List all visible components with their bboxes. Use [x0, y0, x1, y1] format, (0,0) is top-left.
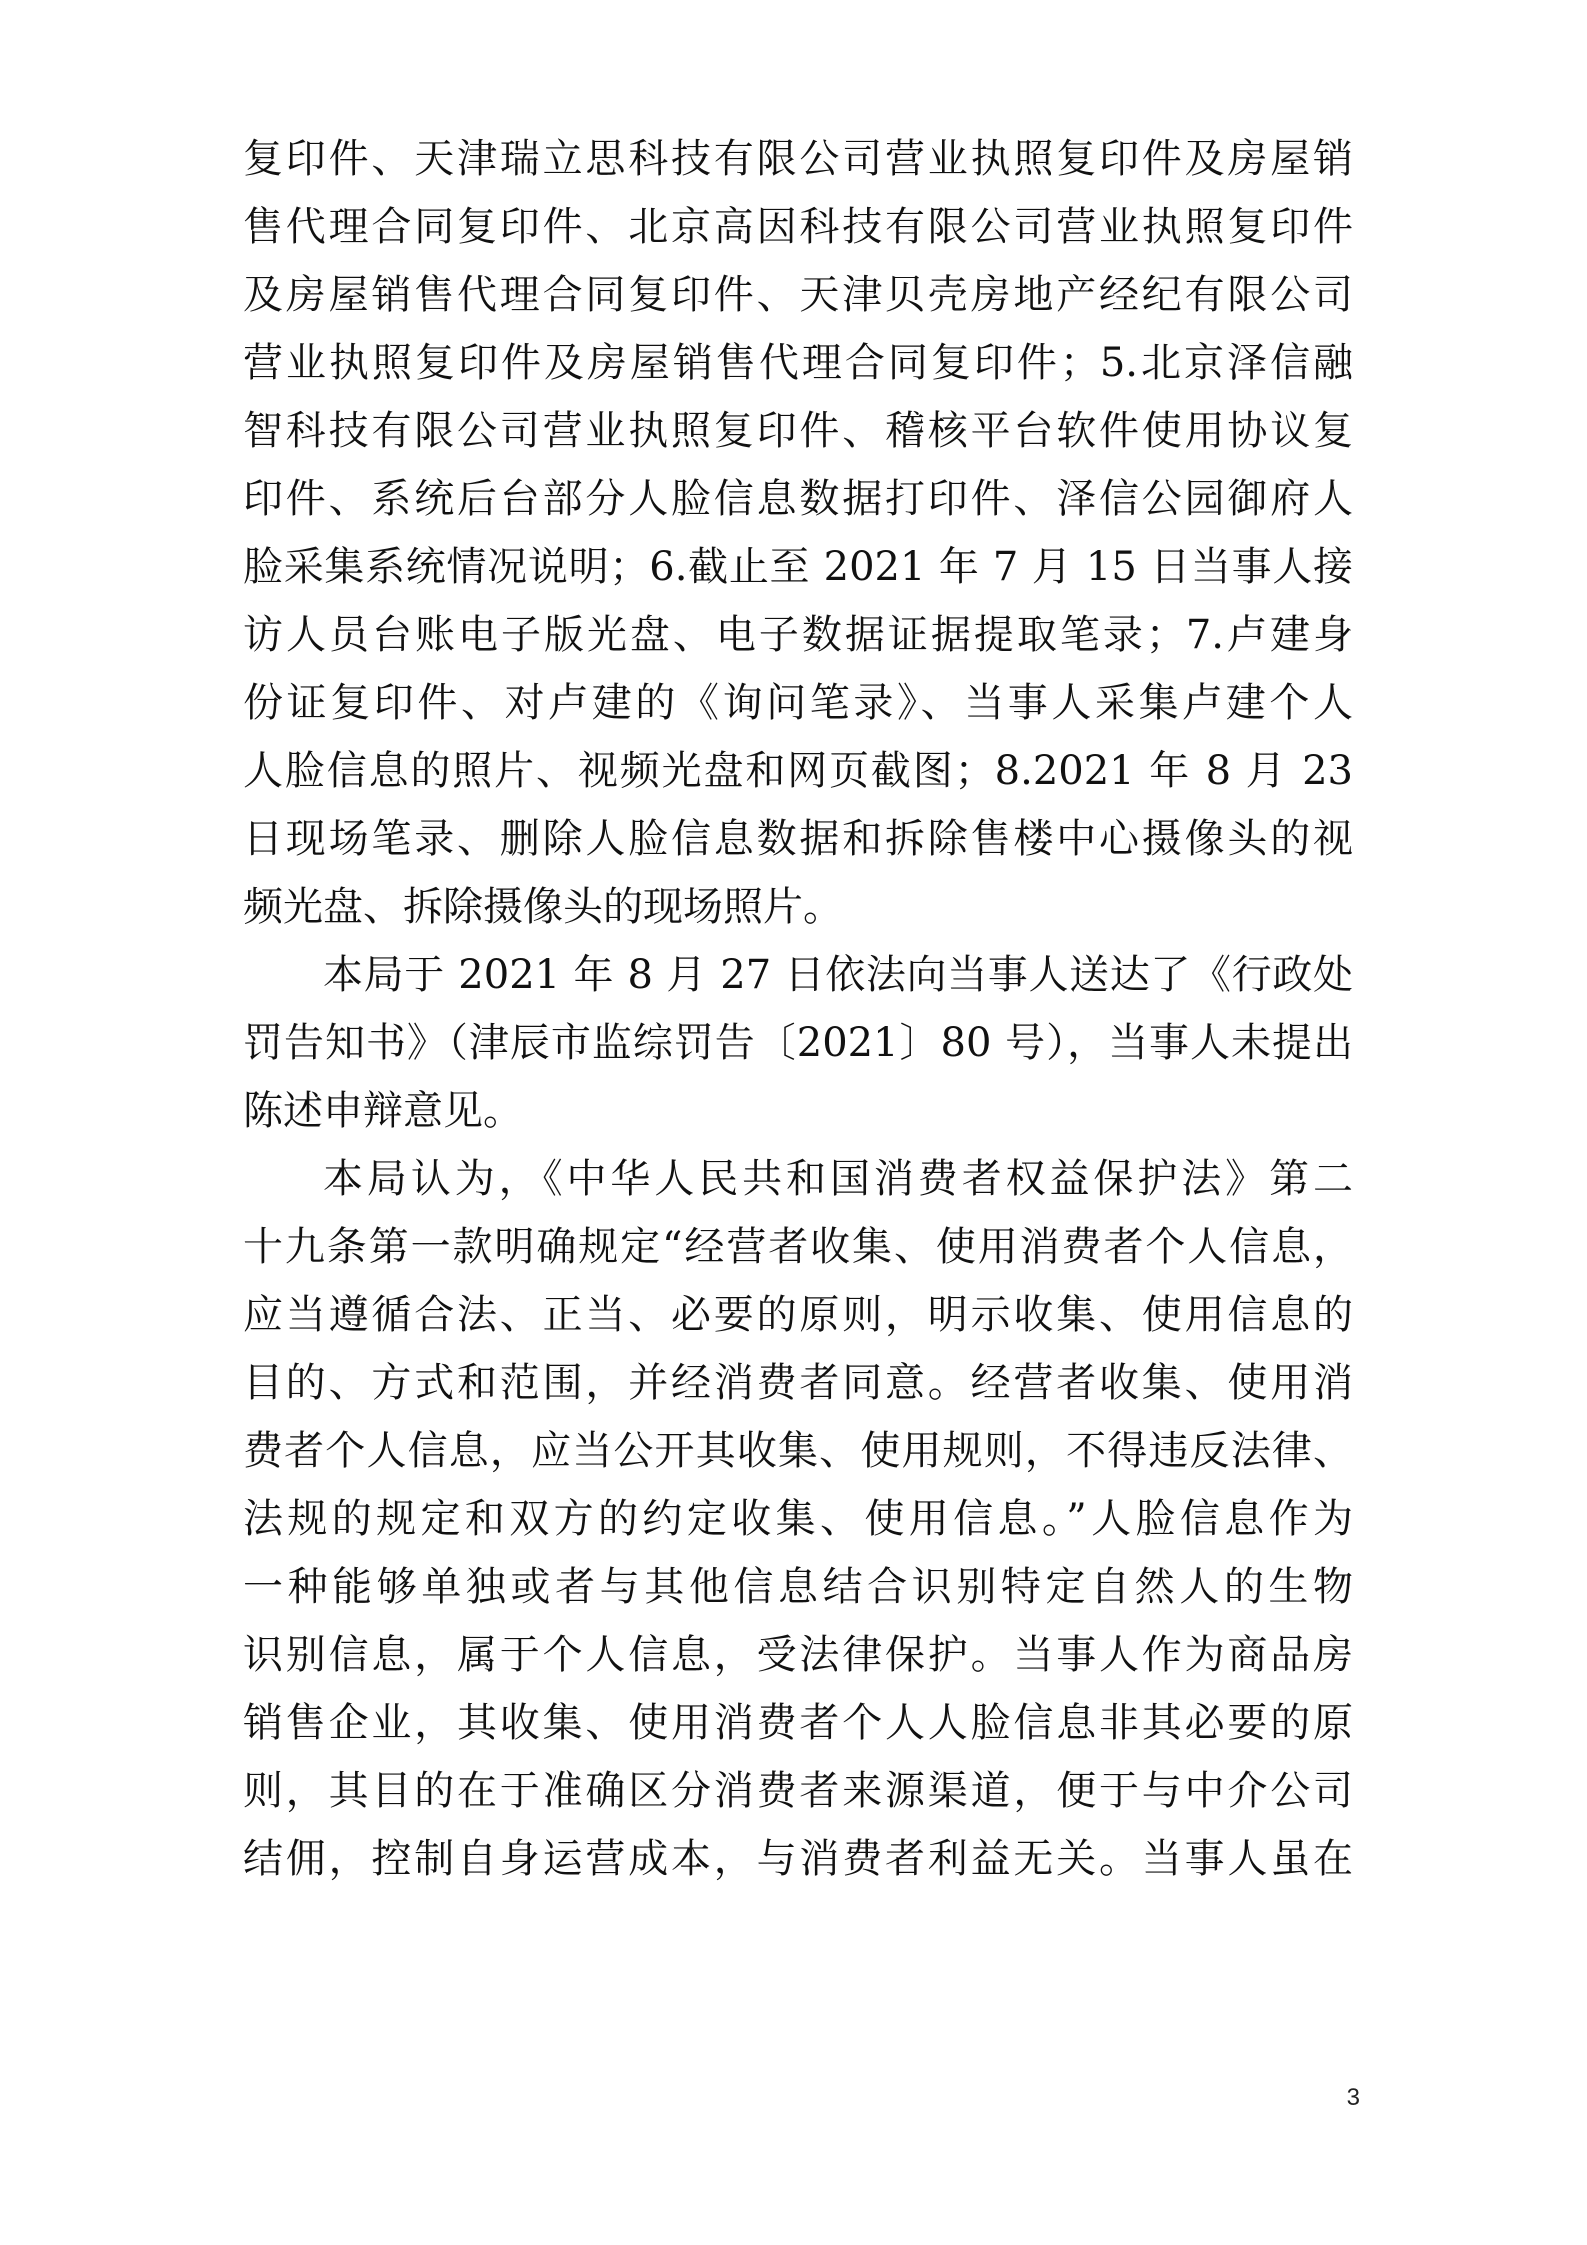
text-line: 销售企业，其收集、使用消费者个人人脸信息非其必要的原: [243, 1700, 1353, 1746]
text-line: 及房屋销售代理合同复印件、天津贝壳房地产经纪有限公司: [243, 272, 1353, 318]
text-line: 陈述申辩意见。: [243, 1088, 523, 1134]
text-line: 则，其目的在于准确区分消费者来源渠道，便于与中介公司: [243, 1768, 1353, 1814]
text-line: 营业执照复印件及房屋销售代理合同复印件；5.北京泽信融: [243, 340, 1353, 386]
text-line: 识别信息，属于个人信息，受法律保护。当事人作为商品房: [243, 1632, 1353, 1678]
paragraph-first-line: 本局于 2021 年 8 月 27 日依法向当事人送达了《行政处: [323, 952, 1353, 998]
text-line: 法规的规定和双方的约定收集、使用信息。”人脸信息作为: [243, 1496, 1353, 1542]
text-line: 智科技有限公司营业执照复印件、稽核平台软件使用协议复: [243, 408, 1353, 454]
text-line: 罚告知书》（津辰市监综罚告〔2021〕80 号），当事人未提出: [243, 1020, 1353, 1066]
text-line: 一种能够单独或者与其他信息结合识别特定自然人的生物: [243, 1564, 1353, 1610]
text-line: 结佣，控制自身运营成本，与消费者利益无关。当事人虽在: [243, 1836, 1353, 1882]
text-line: 脸采集系统情况说明；6.截止至 2021 年 7 月 15 日当事人接: [243, 544, 1353, 590]
text-line: 十九条第一款明确规定“经营者收集、使用消费者个人信息，: [243, 1224, 1353, 1270]
text-line: 频光盘、拆除摄像头的现场照片。: [243, 884, 843, 930]
page-number: 3: [1346, 2084, 1360, 2111]
text-line: 应当遵循合法、正当、必要的原则，明示收集、使用信息的: [243, 1292, 1353, 1338]
text-line: 目的、方式和范围，并经消费者同意。经营者收集、使用消: [243, 1360, 1353, 1406]
text-line: 人脸信息的照片、视频光盘和网页截图；8.2021 年 8 月 23: [243, 748, 1353, 794]
text-line: 费者个人信息，应当公开其收集、使用规则，不得违反法律、: [243, 1428, 1353, 1474]
text-line: 访人员台账电子版光盘、电子数据证据提取笔录；7.卢建身: [243, 612, 1353, 658]
paragraph-first-line: 本局认为，《中华人民共和国消费者权益保护法》第二: [323, 1156, 1353, 1202]
text-line: 印件、系统后台部分人脸信息数据打印件、泽信公园御府人: [243, 476, 1353, 522]
text-line: 复印件、天津瑞立思科技有限公司营业执照复印件及房屋销: [243, 136, 1353, 182]
text-line: 份证复印件、对卢建的《询问笔录》、当事人采集卢建个人: [243, 680, 1353, 726]
text-line: 售代理合同复印件、北京高因科技有限公司营业执照复印件: [243, 204, 1353, 250]
text-line: 日现场笔录、删除人脸信息数据和拆除售楼中心摄像头的视: [243, 816, 1353, 862]
